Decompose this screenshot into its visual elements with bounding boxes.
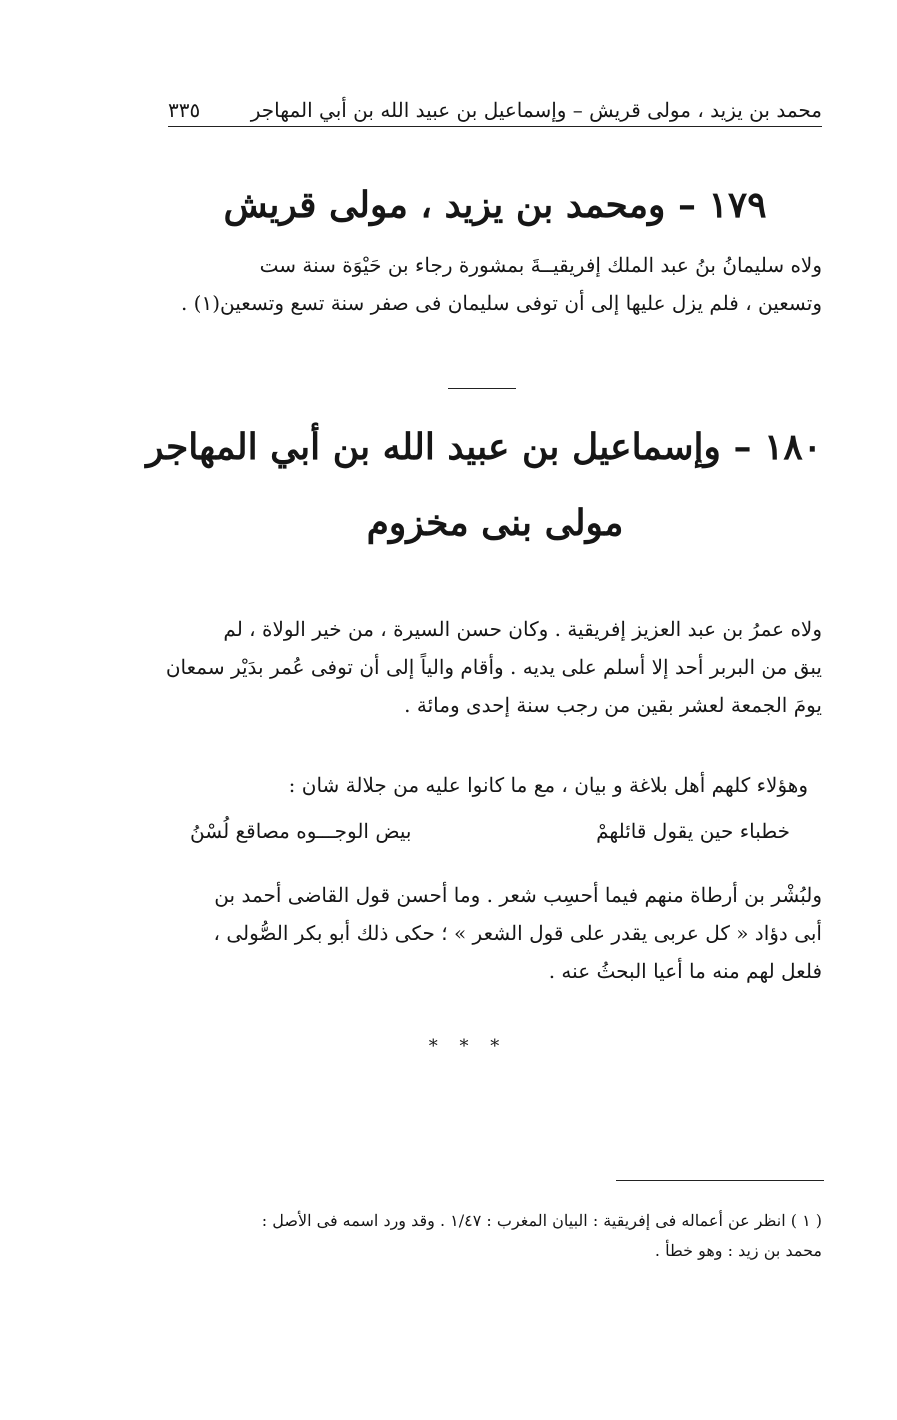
verse-line xyxy=(190,812,790,850)
paragraph-1-line-1: ولاه عمرُ بن عبد العزيز إفريقية . وكان حسن السيرة ، من خير الولاة ، لم xyxy=(223,617,822,641)
paragraph-3-line-3: فلعل لهم منه ما أعيا البحثُ عنه . xyxy=(548,959,822,983)
entry-180-title: ١٨٠ – وإسماعيل بن عبيد الله بن أبي المهاجر xyxy=(146,426,822,468)
footnote-line-2: محمد بن زيد : وهو خطأ . xyxy=(654,1241,822,1260)
page-number: ٣٣٥ xyxy=(168,98,201,122)
paragraph-3-line-1: ولبُشْر بن أرطاة منهم فيما أحسِب شعر . وما أحسن قول القاضى أحمد بن xyxy=(214,883,822,907)
entry-180-paragraph-2 xyxy=(150,766,822,804)
entry-179-line-1: ولاه سليمانُ بنُ عبد الملك إفريقيــةَ بمشورة رجاء بن حَيْوَة سنة ست xyxy=(259,253,822,277)
paragraph-3-line-2: أبى دؤاد « كل عربى يقدر على قول الشعر » ؛ حكى ذلك أبو بكر الصُّولى ، xyxy=(213,921,822,945)
entry-divider xyxy=(448,388,516,389)
running-title: محمد بن يزيد ، مولى قريش – وإسماعيل بن عبيد الله بن أبي المهاجر xyxy=(250,98,822,122)
paragraph-1-line-3: يومَ الجمعة لعشر بقين من رجب سنة إحدى ومائة . xyxy=(404,693,822,717)
paragraph-2-line-1: وهؤلاء كلهم أهل بلاغة و بيان ، مع ما كانوا عليه من جلالة شان : xyxy=(288,773,808,797)
footnote-rule xyxy=(616,1180,824,1181)
header-rule xyxy=(168,126,822,127)
entry-179-title: ١٧٩ – ومحمد بن يزيد ، مولى قريش xyxy=(223,184,767,226)
verse-hemistich-1: خطباء حين يقول قائلهمْ xyxy=(596,819,790,843)
entry-179-line-2: وتسعين ، فلم يزل عليها إلى أن توفى سليمان فى صفر سنة تسع وتسعين(١) . xyxy=(180,291,822,315)
entry-180-subtitle: مولى بنى مخزوم xyxy=(366,502,624,544)
entry-180-paragraph-1 xyxy=(150,610,822,724)
running-header xyxy=(168,88,822,124)
verse-hemistich-2: بيض الوجـــوه مصاقع لُسْنُ xyxy=(190,819,412,843)
section-separator: * * * xyxy=(428,1036,508,1057)
paragraph-1-line-2: يبق من البربر أحد إلا أسلم على يديه . وأقام والياً إلى أن توفى عُمر بدَيْر سمعان xyxy=(165,655,822,679)
entry-180-paragraph-3 xyxy=(150,876,822,990)
entry-179-text xyxy=(150,246,822,322)
footnote xyxy=(150,1206,822,1266)
footnote-line-1: ( ١ ) انظر عن أعماله فى إفريقية : البيان المغرب : ١/٤٧ . وقد ورد اسمه فى الأصل : xyxy=(261,1211,822,1230)
